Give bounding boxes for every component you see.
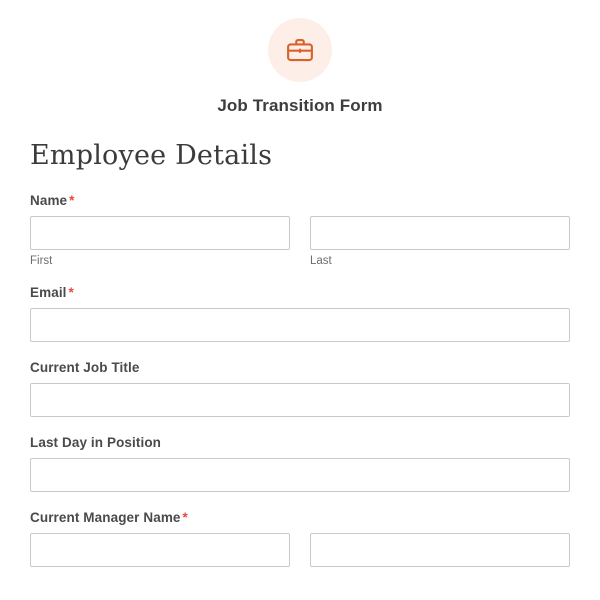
field-email-label [30, 285, 570, 300]
required-marker: * [69, 193, 75, 208]
field-last-day-in-position [30, 435, 570, 492]
field-name [30, 193, 570, 267]
field-current-manager-name-label [30, 510, 570, 525]
field-last-day-in-position-label: Last Day in Position [30, 435, 162, 450]
manager-first-column [30, 533, 290, 567]
name-last-column [310, 216, 570, 267]
field-name-label-text: Name [30, 193, 68, 208]
last-day-in-position-input[interactable] [30, 458, 570, 492]
manager-first-input[interactable] [30, 533, 290, 567]
field-email-label-text: Email [30, 285, 67, 300]
required-marker: * [68, 285, 74, 300]
field-current-job-title-label: Current Job Title [30, 360, 140, 375]
field-email [30, 285, 570, 342]
name-columns [30, 216, 570, 267]
page-title: Job Transition Form [217, 96, 383, 115]
form-fields [30, 193, 570, 567]
form-header [0, 0, 600, 116]
manager-last-input[interactable] [310, 533, 570, 567]
current-job-title-input[interactable] [30, 383, 570, 417]
name-first-sublabel: First [30, 255, 53, 267]
briefcase-icon [285, 35, 315, 65]
form-logo [268, 18, 332, 82]
email-input[interactable] [30, 308, 570, 342]
name-first-input[interactable] [30, 216, 290, 250]
name-first-column [30, 216, 290, 267]
name-last-input[interactable] [310, 216, 570, 250]
manager-last-column [310, 533, 570, 567]
manager-name-columns [30, 533, 570, 567]
name-last-sublabel: Last [310, 255, 332, 267]
field-current-job-title [30, 360, 570, 417]
section-title: Employee Details [30, 140, 273, 171]
field-current-manager-name-label-text: Current Manager Name [30, 510, 181, 525]
field-current-manager-name [30, 510, 570, 567]
field-name-label [30, 193, 570, 208]
required-marker: * [182, 510, 188, 525]
